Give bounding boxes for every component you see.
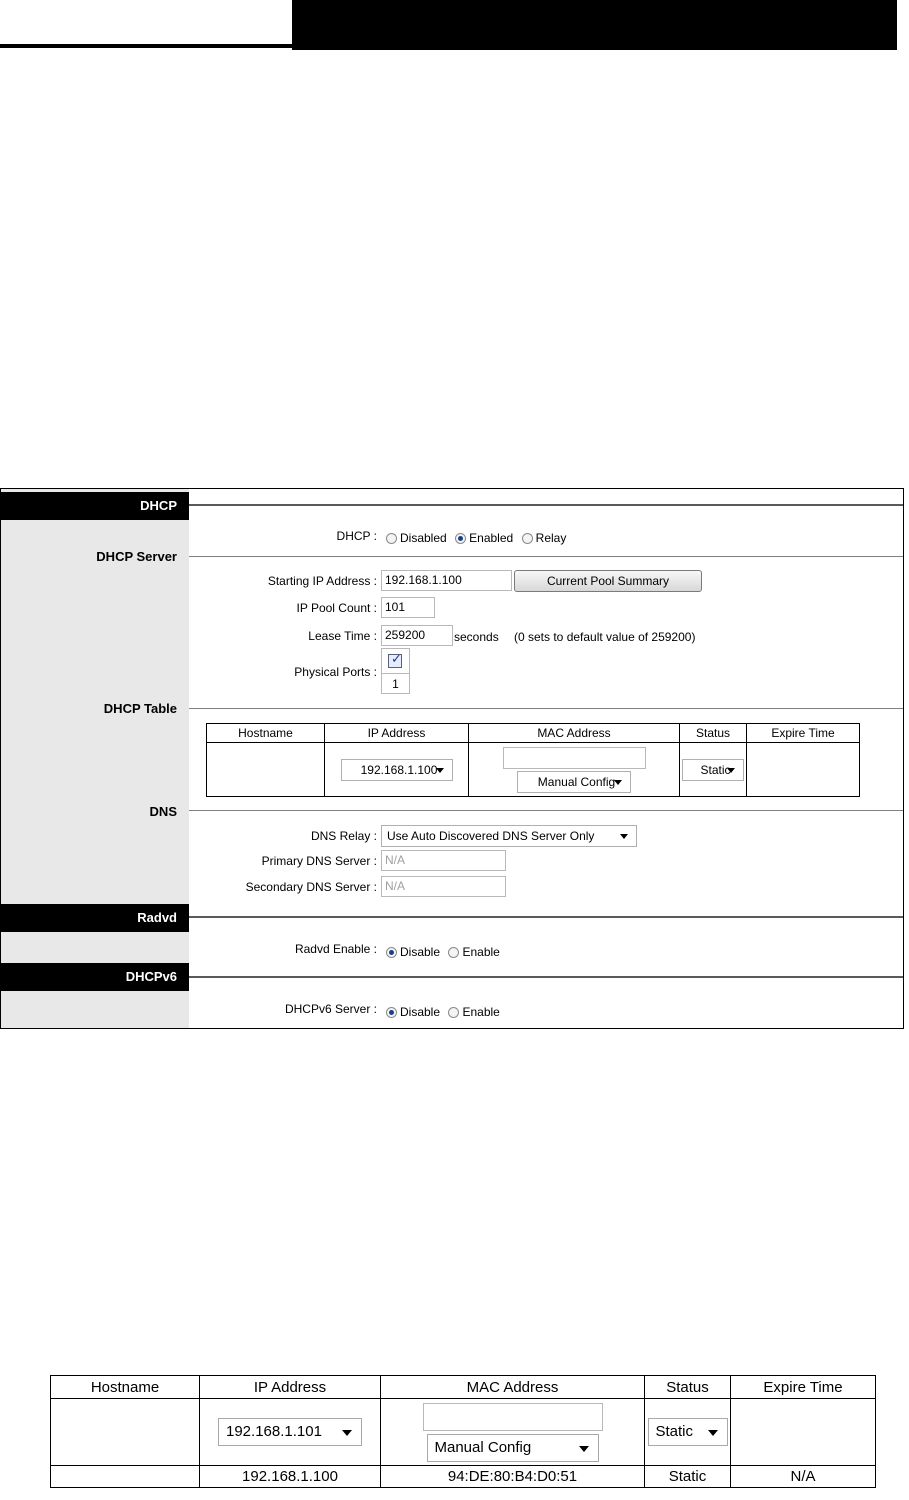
divider — [189, 708, 904, 709]
divider — [189, 556, 904, 557]
port-1-checkbox[interactable] — [388, 654, 402, 668]
chevron-down-icon — [727, 768, 735, 773]
chevron-down-icon — [436, 768, 444, 773]
dns-relay-label: DNS Relay : — [310, 829, 377, 843]
header-rule — [0, 44, 292, 48]
divider — [382, 673, 409, 674]
pool-count-input[interactable]: 101 — [381, 597, 435, 618]
dhcpv6-server-label: DHCPv6 Server : — [284, 1002, 377, 1016]
ip-cell: 192.168.1.100 — [200, 1466, 381, 1488]
select-value: Static — [655, 1423, 694, 1440]
radio-label: Disable — [400, 1005, 441, 1019]
radvd-enable-label: Radvd Enable : — [294, 942, 377, 956]
radio-label: Enable — [462, 1005, 500, 1019]
expire-cell — [731, 1399, 876, 1466]
dhcpv6-radios — [386, 1003, 504, 1021]
table-row — [51, 1466, 876, 1488]
dhcpv6-disable-radio[interactable] — [386, 1005, 440, 1019]
select-value: Static — [700, 762, 731, 777]
section-dhcp-server-header: DHCP Server — [96, 549, 177, 564]
radio-selected-icon — [386, 1007, 397, 1018]
radio-icon — [522, 533, 533, 544]
chevron-down-icon — [579, 1446, 589, 1452]
mac-address-input[interactable] — [423, 1403, 603, 1431]
chevron-down-icon — [614, 780, 622, 785]
section-radvd-header: Radvd — [1, 904, 189, 932]
dhcp-relay-radio[interactable] — [522, 531, 567, 545]
radvd-disable-radio[interactable] — [386, 945, 440, 959]
divider — [189, 810, 904, 811]
col-ip-address: IP Address — [325, 724, 469, 743]
mac-mode-select[interactable] — [427, 1434, 599, 1462]
dhcp-disabled-radio[interactable] — [386, 531, 447, 545]
section-sidebar — [1, 489, 189, 1029]
dhcp-mode-radios — [386, 529, 570, 547]
dhcp-mode-label: DHCP : — [336, 529, 377, 543]
current-pool-summary-button[interactable]: Current Pool Summary — [514, 570, 702, 592]
header-bar — [292, 0, 897, 50]
mac-address-input[interactable] — [503, 747, 646, 769]
primary-dns-input[interactable]: N/A — [381, 850, 506, 871]
hostname-cell — [51, 1466, 200, 1488]
divider — [189, 916, 904, 918]
mac-mode-select[interactable] — [517, 771, 631, 793]
col-expire-time: Expire Time — [747, 724, 860, 743]
mac-cell: 94:DE:80:B4:D0:51 — [381, 1466, 645, 1488]
divider — [189, 504, 904, 506]
radio-label: Enabled — [469, 531, 514, 545]
mac-cell — [381, 1399, 645, 1466]
col-hostname: Hostname — [207, 724, 325, 743]
table-header-row — [51, 1376, 876, 1399]
col-hostname: Hostname — [51, 1376, 200, 1399]
status-cell — [680, 743, 747, 797]
col-status: Status — [645, 1376, 731, 1399]
lease-unit: seconds — [454, 630, 499, 644]
physical-ports-box — [381, 648, 410, 694]
radvd-enable-radio[interactable] — [448, 945, 499, 959]
lease-note: (0 sets to default value of 259200) — [514, 630, 696, 644]
hostname-cell — [51, 1399, 200, 1466]
section-dhcp-header: DHCP — [1, 492, 189, 520]
radio-label: Relay — [535, 531, 567, 545]
radio-label: Disable — [400, 945, 441, 959]
dhcp-table-example — [50, 1375, 876, 1488]
select-value: Manual Config — [537, 774, 616, 789]
physical-ports-label: Physical Ports : — [294, 665, 377, 679]
col-ip-address: IP Address — [200, 1376, 381, 1399]
divider — [189, 976, 904, 978]
secondary-dns-label: Secondary DNS Server : — [245, 880, 377, 894]
status-cell: Static — [645, 1466, 731, 1488]
expire-cell: N/A — [731, 1466, 876, 1488]
mac-cell — [469, 743, 680, 797]
select-value: Use Auto Discovered DNS Server Only — [387, 829, 595, 843]
col-status: Status — [680, 724, 747, 743]
start-ip-input[interactable]: 192.168.1.100 — [381, 570, 512, 591]
status-select[interactable] — [648, 1418, 728, 1446]
section-dhcpv6-header: DHCPv6 — [1, 963, 189, 991]
dhcp-settings-panel — [0, 488, 904, 1029]
lease-time-label: Lease Time : — [308, 629, 377, 643]
col-expire-time: Expire Time — [731, 1376, 876, 1399]
ip-address-select[interactable] — [341, 759, 453, 781]
table-row — [51, 1399, 876, 1466]
pool-count-label: IP Pool Count : — [296, 601, 377, 615]
chevron-down-icon — [342, 1430, 352, 1436]
chevron-down-icon — [708, 1430, 718, 1436]
radio-icon — [386, 533, 397, 544]
radio-label: Disabled — [400, 531, 447, 545]
select-value: 192.168.1.100 — [360, 762, 438, 777]
ip-cell — [325, 743, 469, 797]
radio-label: Enable — [462, 945, 500, 959]
dhcp-enabled-radio[interactable] — [455, 531, 513, 545]
chevron-down-icon — [620, 834, 628, 839]
radio-selected-icon — [455, 533, 466, 544]
start-ip-label: Starting IP Address : — [267, 574, 377, 588]
expire-cell — [747, 743, 860, 797]
select-value: 192.168.1.101 — [226, 1423, 322, 1440]
section-dhcp-table-header: DHCP Table — [103, 701, 177, 716]
ip-cell — [200, 1399, 381, 1466]
dhcp-static-table — [206, 723, 860, 797]
radio-icon — [448, 947, 459, 958]
dhcpv6-enable-radio[interactable] — [448, 1005, 499, 1019]
col-mac-address: MAC Address — [381, 1376, 645, 1399]
radio-icon — [448, 1007, 459, 1018]
primary-dns-label: Primary DNS Server : — [261, 854, 377, 868]
status-select[interactable] — [682, 759, 744, 781]
ip-address-select[interactable] — [218, 1418, 362, 1446]
lease-time-input[interactable]: 259200 — [381, 625, 453, 646]
dns-relay-select[interactable] — [381, 825, 637, 847]
port-1-label: 1 — [392, 677, 399, 691]
section-dns-header: DNS — [149, 804, 177, 819]
radio-selected-icon — [386, 947, 397, 958]
hostname-cell — [207, 743, 325, 797]
select-value: Manual Config — [434, 1438, 532, 1456]
col-mac-address: MAC Address — [469, 724, 680, 743]
status-cell — [645, 1399, 731, 1466]
table-header-row — [207, 724, 860, 743]
radvd-radios — [386, 943, 504, 961]
secondary-dns-input[interactable]: N/A — [381, 876, 506, 897]
table-row — [207, 743, 860, 797]
